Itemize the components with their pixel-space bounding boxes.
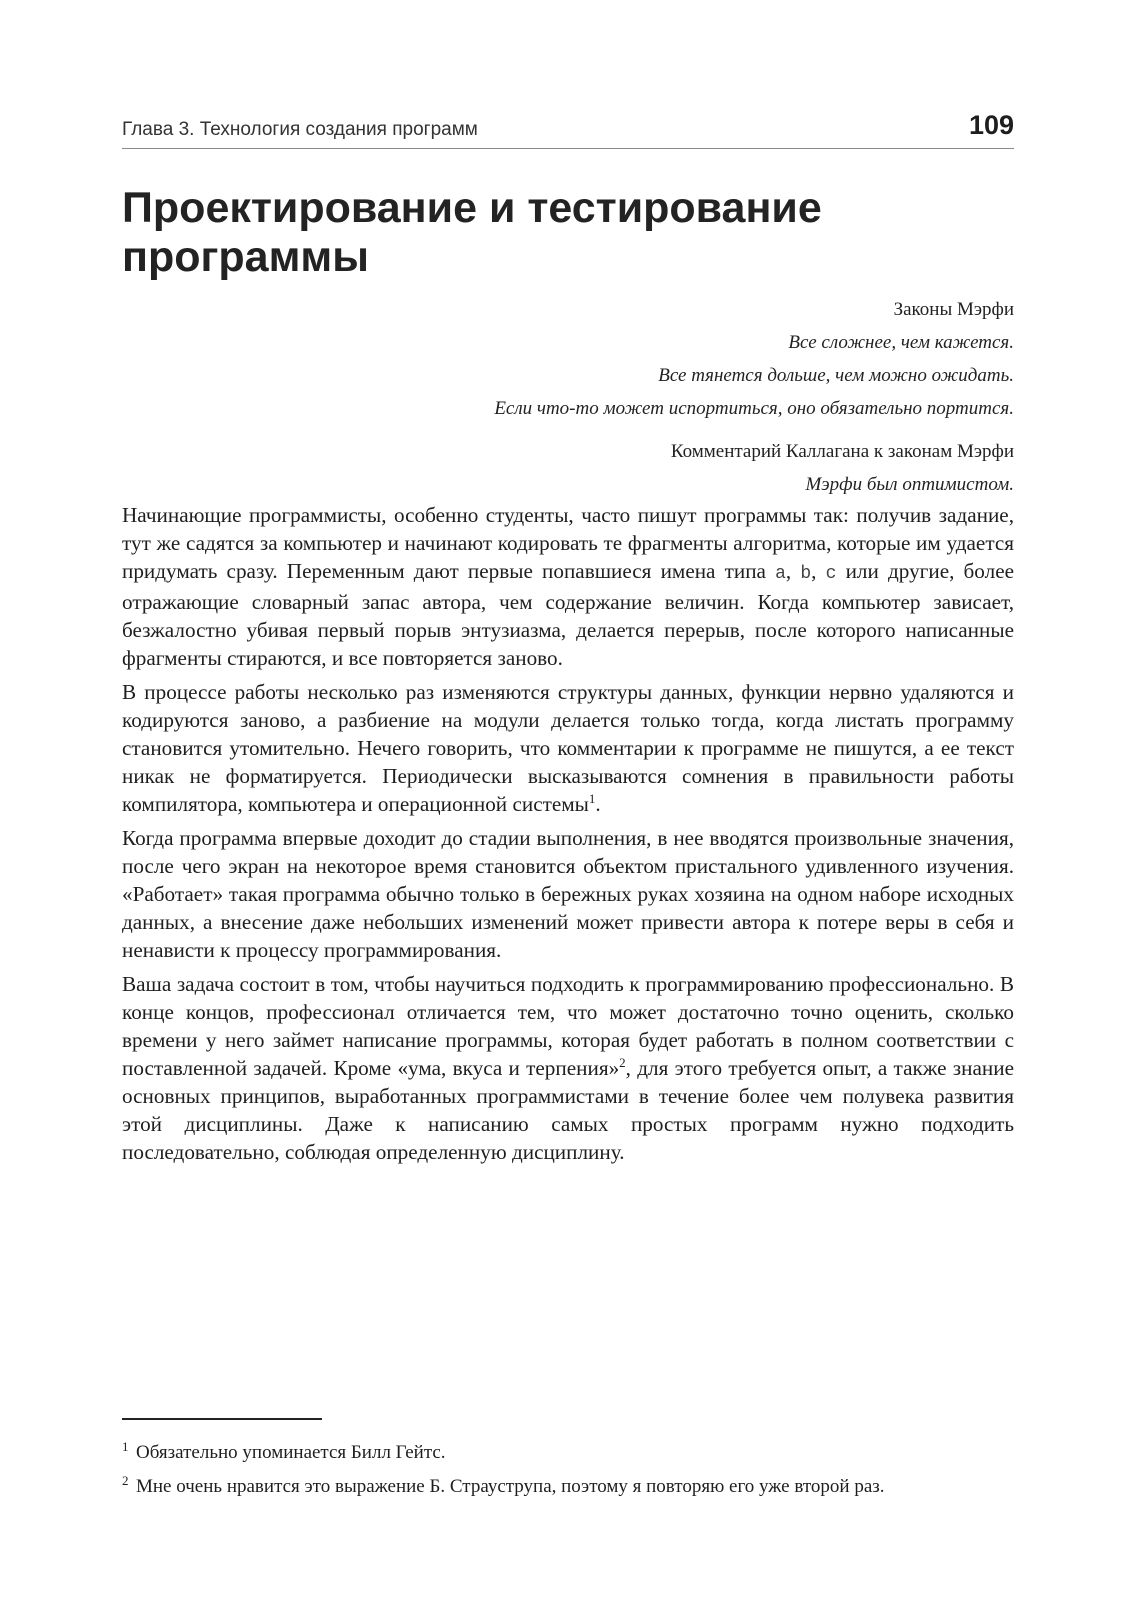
footnote-ref: 1 [588,790,596,806]
code-variable: b [800,564,812,584]
book-page [122,0,1014,1600]
paragraph: Когда программа впервые доходит до стадии выполнения, в нее вводятся произвольные значения, после чего экран на некоторое время становится объектом пристального удивленного изучения. «Работает» такая программа обычно только в бережных руках хозяина на одном наборе исходных данных, а внесение даже небольших изменений может привести автора к потере веры в себя и ненависти к процессу программирования. [122,826,1014,962]
section-title: Проектирование и тестирование программы [122,184,822,281]
body-text [122,501,1014,1172]
epigraph [122,293,1014,501]
running-head [122,108,1014,149]
footnote-ref: 2 [619,1054,626,1070]
footnote-mark: 1 [122,1439,129,1454]
epigraph-quote: Если что-то может испортиться, оно обязательно портится. [494,398,1014,419]
footnote-divider [122,1418,322,1420]
epigraph-source: Комментарий Каллагана к законам Мэрфи [670,441,1014,462]
footnote-text: Обязательно упоминается Билл Гейтс. [136,1442,446,1463]
chapter-title: Глава 3. Технология создания программ [122,119,478,140]
footnotes [122,1440,1014,1508]
paragraph: Ваша задача состоит в том, чтобы научиться подходить к программированию профессионально. В конце концов, профессионал отличается тем, что может достаточно точно оценить, сколько времени у него займет написание программы, которая будет работать в полном соответствии с поставленной задачей. Кроме «ума, вкуса и терпения»$^2$, для этого требуется опыт, а также знание основных принципов, выработанных программистами в течение более чем полувека развития этой дисциплины. Даже к написанию самых простых программ нужно подходить последовательно, соблюдая определенную дисциплину. [122,972,1014,1164]
footnote-mark: 2 [122,1473,129,1488]
code-variable: a [775,564,786,584]
code-variable: c [825,564,837,584]
paragraph: Начинающие программисты, особенно студенты, часто пишут программы так: получив задание, тут же садятся за компьютер и начинают кодировать те фрагменты алгоритма, которые им удается придумать сразу. Переменным дают первые попавшиеся имена типа a, b, c или другие, более отражающие словарный запас автора, чем содержание величин. Когда компьютер зависает, безжалостно убивая первый порыв энтузиазма, делается перерыв, после которого написанные фрагменты стираются, и все повторяется заново. [122,503,1015,670]
epigraph-quote: Мэрфи был оптимистом. [805,474,1014,495]
page-number: 109 [968,110,1014,140]
footnote-text: Мне очень нравится это выражение Б. Страуструпа, поэтому я повторяю его уже второй раз. [136,1476,885,1497]
paragraph: В процессе работы несколько раз изменяются структуры данных, функции нервно удаляются и кодируются заново, а разбиение на модули делается только тогда, когда листать программу становится утомительно. Нечего говорить, что комментарии к программе не пишутся, а ее текст никак не форматируется. Периодически высказываются сомнения в правильности работы компилятора, компьютера и операционной системы$^1$. [122,680,1014,816]
epigraph-quote: Все сложнее, чем кажется. [788,332,1014,353]
epigraph-quote: Все тянется дольше, чем можно ожидать. [658,365,1014,386]
footnote [122,1474,1014,1500]
epigraph-source: Законы Мэрфи [893,299,1014,320]
footnote [122,1440,1014,1466]
